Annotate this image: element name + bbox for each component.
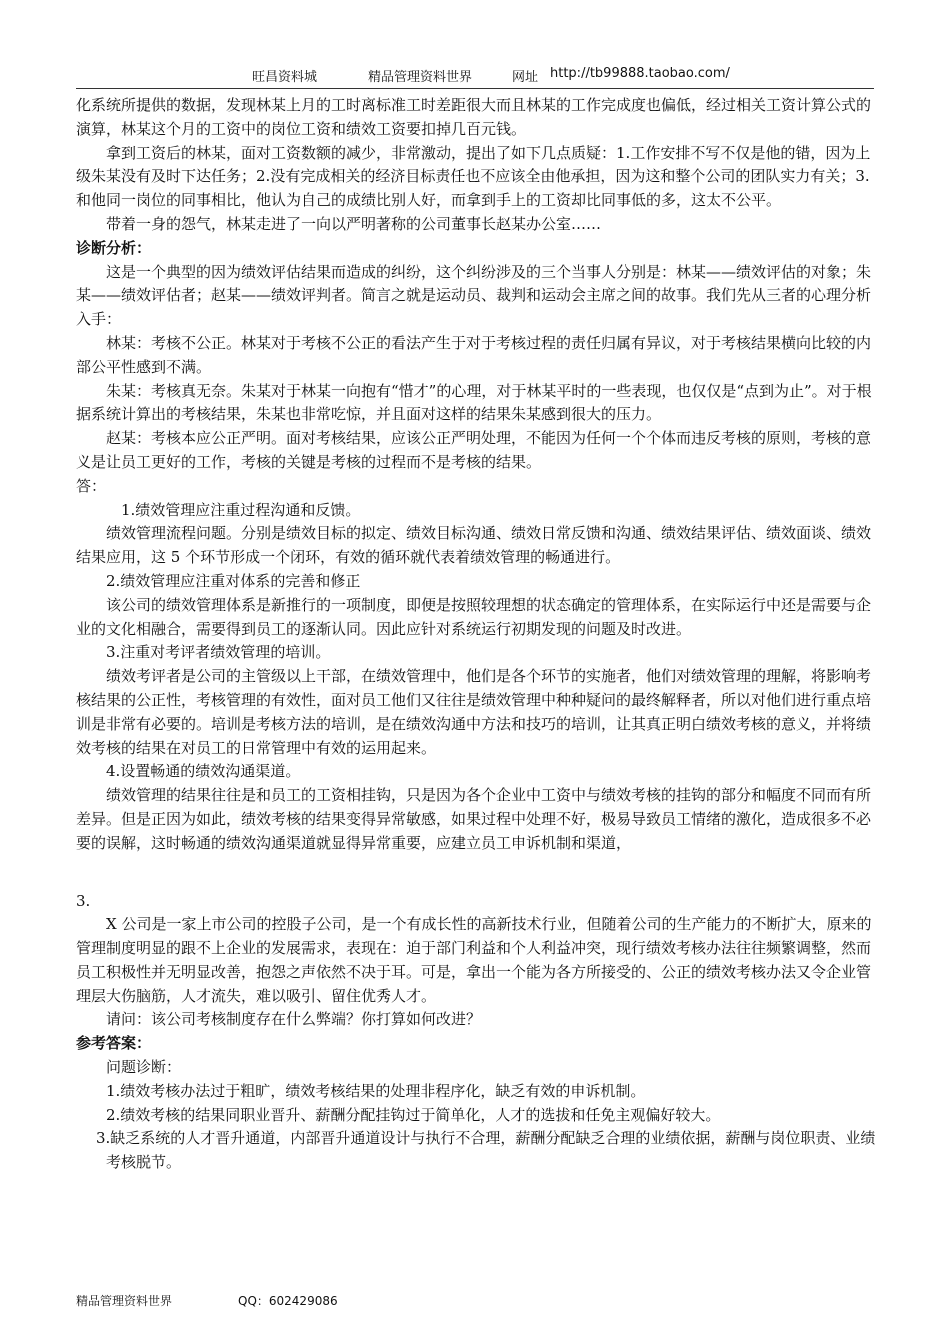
paragraph: 绩效管理流程问题。分别是绩效目标的拟定、绩效目标沟通、绩效日常反馈和沟通、绩效结果评估、绩效面谈、绩效结果应用，这 5 个环节形成一个闭环，有效的循环就代表着绩效管理的畅通进行。 <box>76 524 872 567</box>
footer-brand: 精品管理资料世界 <box>76 1294 173 1308</box>
list-item: 3.注重对考评者绩效管理的培训。 <box>106 643 331 662</box>
list-item: 1.绩效考核办法过于粗旷，绩效考核结果的处理非程序化，缺乏有效的申诉机制。 <box>106 1081 646 1100</box>
paragraph: 拿到工资后的林某，面对工资数额的减少，非常激动，提出了如下几点质疑：1.工作安排不写不仅是他的错，因为上级朱某没有及时下达任务；2.没有完成相关的经济目标责任也不应该全由他承担，因为这和整个公司的团队实力有关；3.和他同一岗位的同事相比，他认为自己的成绩比别人好，而拿到手上的工资却比同事低的多，这太不公平。 <box>76 143 871 210</box>
paragraph: 绩效管理的结果往往是和员工的工资相挂钩，只是因为各个企业中工资中与绩效考核的挂钩的部分和幅度不同而有所差异。但是正因为如此，绩效考核的结果变得异常敏感，如果过程中处理不好，极易导致员工情绪的激化，造成很多不必要的误解，这时畅通的绩效沟通渠道就显得异常重要，应建立员工申诉机制和渠道， <box>76 786 872 852</box>
list-item: 3.缺乏系统的人才晋升通道，内部晋升通道设计与执行不合理，薪酬分配缺乏合理的业绩依据，薪酬与岗位职责、业绩考核脱节。 <box>96 1129 876 1172</box>
paragraph: 化系统所提供的数据，发现林某上月的工时离标准工时差距很大而且林某的工作完成度也偏低，经过相关工资计算公式的演算，林某这个月的工资中的岗位工资和绩效工资要扣掉几百元钱。 <box>76 96 872 138</box>
document-body <box>76 94 876 1175</box>
paragraph: 绩效考评者是公司的主管级以上干部，在绩效管理中，他们是各个环节的实施者，他们对绩效管理的理解，将影响考核结果的公正性，考核管理的有效性，面对员工他们又往往是绩效管理中种种疑问的最终解释者，所以对他们进行重点培训是非常有必要的。培训是考核方法的培训，是在绩效沟通中方法和技巧的培训，让其真正明白绩效考核的意义，并将绩效考核的结果在对员工的日常管理中有效的运用起来。 <box>76 667 872 757</box>
paragraph: 请问：该公司考核制度存在什么弊端？你打算如何改进？ <box>106 1010 482 1029</box>
header-url[interactable]: http://tb99888.taobao.com/ <box>550 66 730 81</box>
spacer <box>76 856 876 890</box>
paragraph: 这是一个典型的因为绩效评估结果而造成的纠纷，这个纠纷涉及的三个当事人分别是：林某——绩效评估的对象；朱某——绩效评估者；赵某——绩效评判者。简言之就是运动员、裁判和运动会主席之间的故事。我们先从三者的心理分析入手： <box>76 262 872 329</box>
section-heading: 参考答案： <box>76 1034 152 1053</box>
list-item: 1.绩效管理应注重过程沟通和反馈。 <box>121 500 361 519</box>
section-heading: 诊断分析： <box>76 238 152 257</box>
question-number: 3. <box>76 891 91 910</box>
paragraph: 朱某：考核真无奈。朱某对于林某一向抱有“惜才”的心理，对于林某平时的一些表现，也仅仅是“点到为止”。对于根据系统计算出的考核结果，朱某也非常吃惊，并且面对这样的结果朱某感到很大的压力。 <box>76 381 872 424</box>
header-brand: 精品管理资料世界 <box>368 70 473 85</box>
paragraph: X 公司是一家上市公司的控股子公司，是一个有成长性的高新技术行业，但随着公司的生产能力的不断扩大，原来的管理制度明显的跟不上企业的发展需求，表现在：迫于部门利益和个人利益冲突，现行绩效考核办法往往频繁调整，然而员工积极性并无明显改善，抱怨之声依然不决于耳。可是，拿出一个能为各方所接受的、公正的绩效考核办法又令企业管理层大伤脑筋，人才流失，难以吸引、留住优秀人才。 <box>76 915 872 1005</box>
paragraph: 该公司的绩效管理体系是新推行的一项制度，即便是按照较理想的状态确定的管理体系，在实际运行中还是需要与企业的文化相融合，需要得到员工的逐渐认同。因此应针对系统运行初期发现的问题及时改进。 <box>76 595 872 638</box>
footer-qq: QQ：602429086 <box>238 1294 338 1308</box>
paragraph: 带着一身的怨气，林某走进了一向以严明著称的公司董事长赵某办公室…… <box>106 214 602 233</box>
page-header <box>76 62 874 89</box>
list-item: 2.绩效考核的结果同职业晋升、薪酬分配挂钩过于简单化，人才的选拔和任免主观偏好较大。 <box>106 1105 721 1124</box>
paragraph: 林某：考核不公正。林某对于考核不公正的看法产生于对于考核过程的责任归属有异议，对于考核结果横向比较的内部公平性感到不满。 <box>76 333 872 376</box>
header-url-label: 网址 <box>512 70 539 85</box>
list-item: 4.设置畅通的绩效沟通渠道。 <box>106 762 301 781</box>
paragraph: 问题诊断： <box>106 1058 182 1077</box>
answer-label: 答： <box>76 476 107 495</box>
list-item: 2.绩效管理应注重对体系的完善和修正 <box>106 571 361 590</box>
header-site-name: 旺昌资料城 <box>252 70 318 85</box>
paragraph: 赵某：考核本应公正严明。面对考核结果，应该公正严明处理，不能因为任何一个个体而违反考核的原则，考核的意义是让员工更好的工作，考核的关键是考核的过程而不是考核的结果。 <box>76 429 872 471</box>
